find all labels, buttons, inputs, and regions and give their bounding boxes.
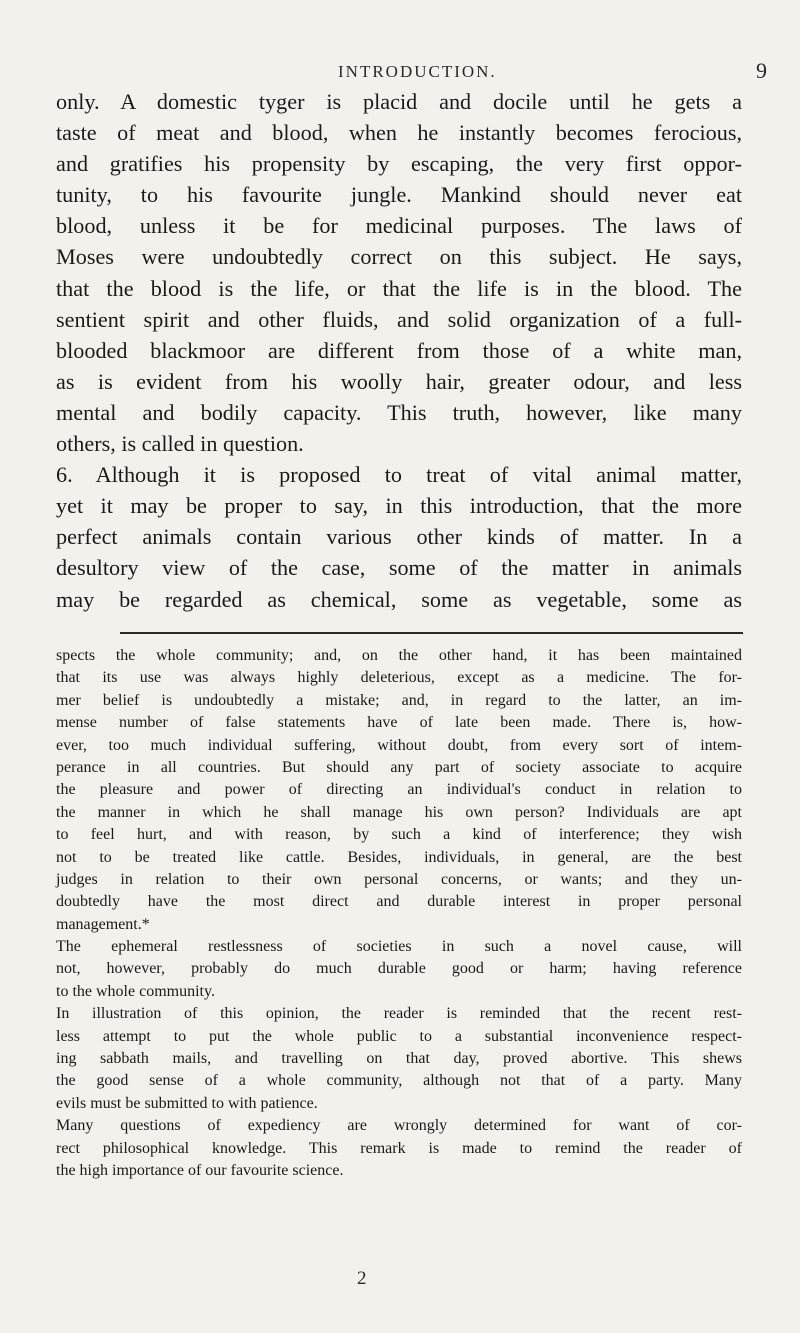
main-text-line: perfect animals contain various other kinds of matter. In a	[56, 524, 742, 550]
footnote-line: to feel hurt, and with reason, by such a kind of interference; they wish	[56, 826, 742, 844]
main-text-line: tunity, to his favourite jungle. Mankind should never eat	[56, 182, 742, 208]
main-text-line: Moses were undoubtedly correct on this subject. He says,	[56, 244, 742, 270]
footnote-line: not, however, probably do much durable good or harm; having reference	[56, 960, 742, 978]
footnote-line: that its use was always highly deleterious, except as a medicine. The for-	[56, 669, 742, 687]
main-text-line: yet it may be proper to say, in this introduction, that the more	[56, 493, 742, 519]
footnote-line: ing sabbath mails, and travelling on that day, proved abortive. This shews	[56, 1050, 742, 1068]
page-number: 9	[756, 58, 767, 83]
footnote-line: the manner in which he shall manage his own person? Individuals are apt	[56, 803, 742, 821]
main-text-line: may be regarded as chemical, some as vegetable, some as	[56, 586, 742, 612]
footnote-line: perance in all countries. But should any part of society associate to acquire	[56, 758, 742, 776]
footnote-line: doubtedly have the most direct and durable interest in proper personal	[56, 893, 742, 911]
signature-mark: 2	[357, 1268, 367, 1289]
footnote-line: not to be treated like cattle. Besides, individuals, in general, are the best	[56, 848, 742, 866]
main-text-line: only. A domestic tyger is placid and docile until he gets a	[56, 89, 742, 114]
footnote-line: mense number of false statements have of late been made. There is, how-	[56, 714, 742, 732]
main-text-line: blooded blackmoor are different from those of a white man,	[56, 337, 742, 363]
footnote-line: the pleasure and power of directing an individual's conduct in relation to	[56, 781, 742, 799]
main-text-line: that the blood is the life, or that the life is in the blood. The	[56, 275, 742, 301]
main-text-block	[56, 86, 742, 615]
footnote-line: The ephemeral restlessness of societies in such a novel cause, will	[56, 938, 742, 956]
footnote-line: spects the whole community; and, on the other hand, it has been maintained	[56, 647, 742, 664]
footnote-line: mer belief is undoubtedly a mistake; and, in regard to the latter, an im-	[56, 691, 742, 709]
main-text-line: others, is called in question.	[56, 431, 304, 457]
footnote-block	[56, 645, 742, 1182]
footnote-line: ever, too much individual suffering, without doubt, from every sort of intem-	[56, 736, 742, 754]
footnote-line: rect philosophical knowledge. This remark is made to remind the reader of	[56, 1139, 742, 1157]
footnote-line: evils must be submitted to with patience.	[56, 1094, 318, 1112]
main-text-line: 6. Although it is proposed to treat of vital animal matter,	[56, 462, 742, 488]
footnote-line: judges in relation to their own personal concerns, or wants; and they un-	[56, 870, 742, 888]
footnote-line: to the whole community.	[56, 982, 215, 1000]
main-text-line: as is evident from his woolly hair, greater odour, and less	[56, 368, 742, 394]
footnote-line: less attempt to put the whole public to a substantial inconvenience respect-	[56, 1027, 742, 1045]
footnote-line: the high importance of our favourite science.	[56, 1161, 344, 1179]
main-text-line: and gratifies his propensity by escaping, the very first oppor-	[56, 151, 742, 177]
footnote-line: Many questions of expediency are wrongly determined for want of cor-	[56, 1117, 742, 1135]
main-text-line: blood, unless it be for medicinal purposes. The laws of	[56, 213, 742, 239]
main-text-line: taste of meat and blood, when he instantly becomes ferocious,	[56, 120, 742, 146]
footnote-divider	[120, 632, 743, 634]
footnote-line: the good sense of a whole community, although not that of a party. Many	[56, 1072, 742, 1090]
main-text-line: desultory view of the case, some of the matter in animals	[56, 555, 742, 581]
footnote-line: management.*	[56, 915, 150, 933]
main-text-line: sentient spirit and other fluids, and solid organization of a full-	[56, 306, 742, 332]
running-head: INTRODUCTION.	[338, 62, 497, 81]
main-text-line: mental and bodily capacity. This truth, however, like many	[56, 399, 742, 425]
footnote-line: In illustration of this opinion, the reader is reminded that the recent rest-	[56, 1005, 742, 1023]
